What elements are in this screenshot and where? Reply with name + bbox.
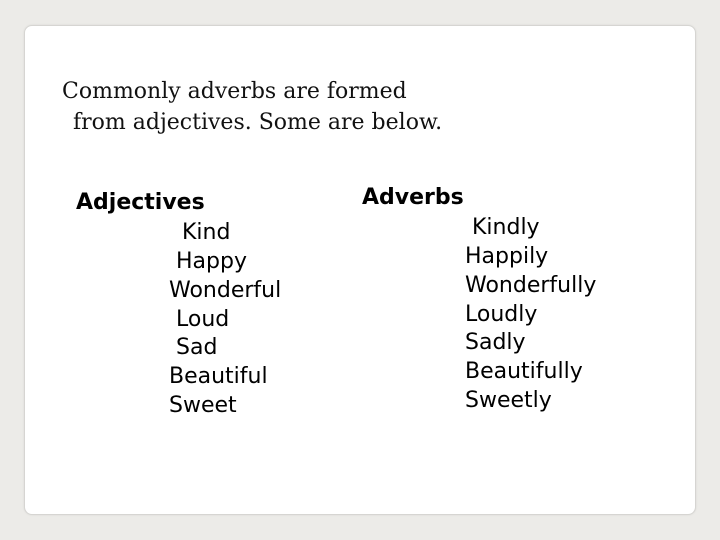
adjective-item: Sad (176, 335, 218, 360)
adjectives-column (76, 189, 282, 418)
adverb-item: Sadly (465, 330, 526, 355)
intro-text (62, 76, 442, 138)
adjective-item: Happy (176, 249, 247, 274)
adverb-item: Sweetly (465, 388, 552, 413)
adverb-item: Happily (465, 244, 549, 269)
adjective-item: Beautiful (169, 364, 268, 389)
adverb-item: Wonderfully (465, 273, 597, 298)
adverb-item: Beautifully (465, 359, 583, 384)
adverbs-heading: Adverbs (362, 185, 464, 210)
adjectives-heading: Adjectives (76, 190, 205, 215)
adjective-item: Kind (182, 220, 231, 245)
adverbs-column (362, 184, 597, 413)
intro-line-2: from adjectives. Some are below. (73, 110, 443, 135)
adverb-item: Loudly (465, 302, 538, 327)
adverb-item: Kindly (472, 215, 540, 240)
adjective-item: Loud (176, 307, 230, 332)
adjective-item: Wonderful (169, 278, 282, 303)
adjective-item: Sweet (169, 393, 237, 418)
intro-line-1: Commonly adverbs are formed (62, 79, 407, 104)
